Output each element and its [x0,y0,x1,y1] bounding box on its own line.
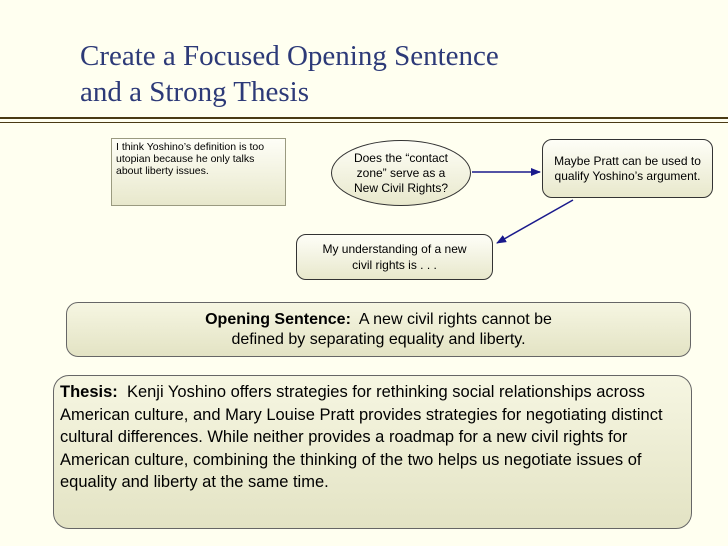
opening-line-1 [67,310,690,330]
opening-text-1: A new civil rights cannot be [358,311,552,328]
pratt-box: Maybe Pratt can be used to qualify Yoshino’s argument. [542,139,713,198]
title-line-1: Create a Focused Opening Sentence [80,40,499,72]
opening-sentence-box [66,302,691,357]
note-box: I think Yoshino’s definition is too utopian because he only talks about liberty issues. [111,138,286,206]
question-ellipse: Does the “contact zone” serve as a New Civil Rights? [331,140,471,206]
thesis-label: Thesis: [60,383,118,401]
thesis-text: Kenji Yoshino offers strategies for rethinking social relationships across American culture, and Mary Louise Pratt provides strategies for negotiating distinct cultural differences. While neither provides a roadmap for a new civil rights for American culture, combining the thinking of the two helps us negotiate issues of equality and liberty at the same time. [60,383,663,491]
thesis-box [53,375,692,529]
opening-label: Opening Sentence: [205,311,351,328]
title-line-2: and a Strong Thesis [80,76,310,108]
opening-line-2: defined by separating equality and liberty. [231,331,526,348]
understanding-box: My understanding of a new civil rights is . . . [296,234,493,280]
arrow-pratt-to-understanding [497,200,573,243]
